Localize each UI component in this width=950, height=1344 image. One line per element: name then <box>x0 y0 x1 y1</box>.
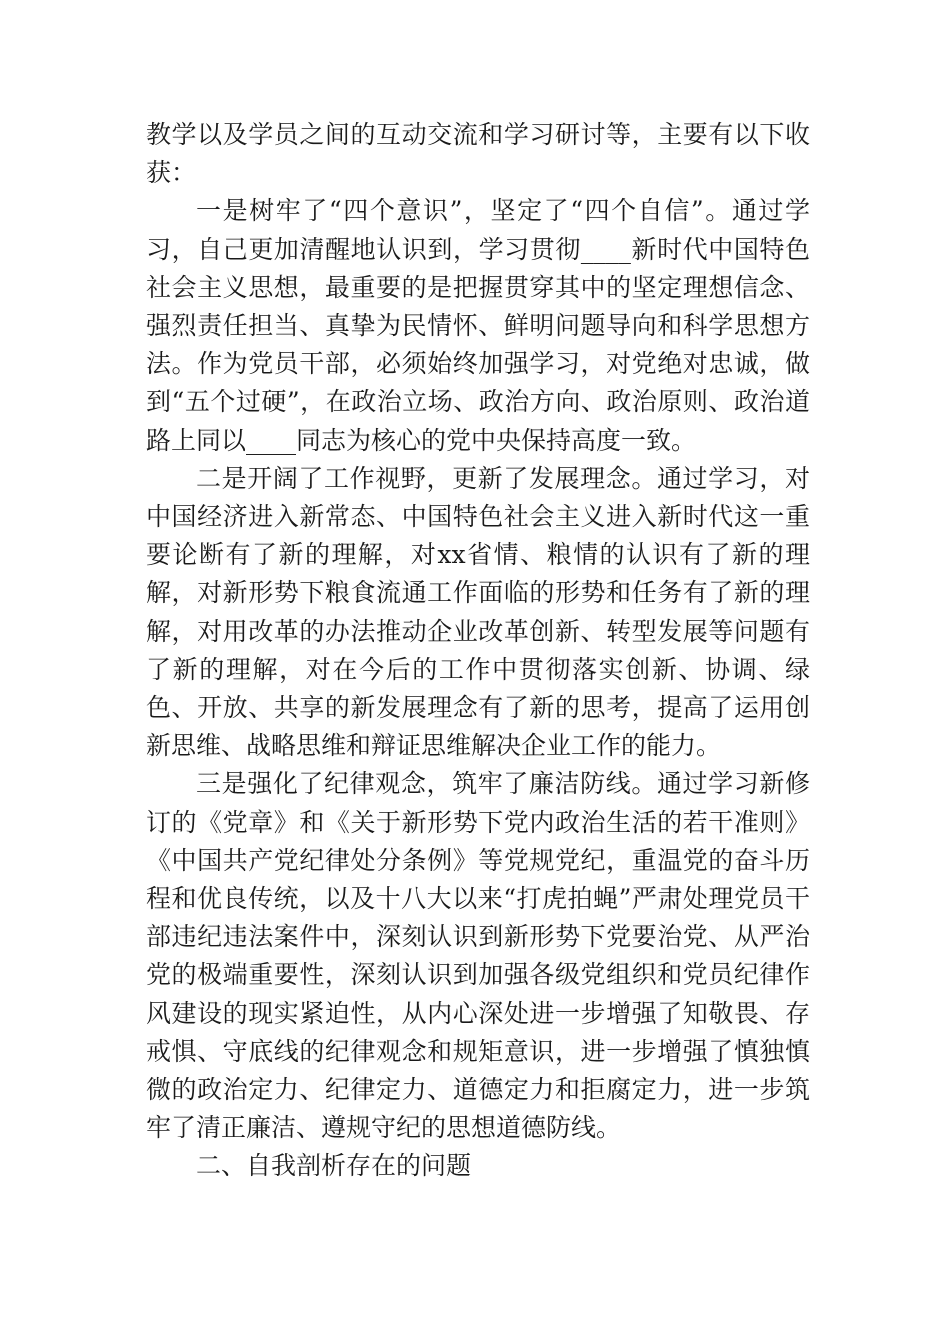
paragraph-point-one: 一是树牢了“四个意识”，坚定了“四个自信”。通过学习，自己更加清醒地认识到，学习贯彻____新时代中国特色社会主义思想，最重要的是把握贯穿其中的坚定理想信念、强烈责任担当、真挚为民情怀、鲜明问题导向和科学思想方法。作为党员干部，必须始终加强学习，对党绝对忠诚，做到“五个过硬”，在政治立场、政治方向、政治原则、政治道路上同以____同志为核心的党中央保持高度一致。 <box>146 196 810 455</box>
document-body <box>146 116 810 1186</box>
paragraph-point-three: 三是强化了纪律观念，筑牢了廉洁防线。通过学习新修订的《党章》和《关于新形势下党内政治生活的若干准则》《中国共产党纪律处分条例》等党规党纪，重温党的奋斗历程和优良传统，以及十八大以来“打虎拍蝇”严肃处理党员干部违纪违法案件中，深刻认识到新形势下党要治党、从严治党的极端重要性，深刻认识到加强各级党组织和党员纪律作风建设的现实紧迫性，从内心深处进一步增强了知敬畏、存戒惧、守底线的纪律观念和规矩意识，进一步增强了慎独慎微的政治定力、纪律定力、道德定力和拒腐定力，进一步筑牢了清正廉洁、遵规守纪的思想道德防线。 <box>146 769 810 1143</box>
paragraph-intro-continued: 教学以及学员之间的互动交流和学习研讨等，主要有以下收获： <box>146 120 810 188</box>
paragraph-point-two: 二是开阔了工作视野，更新了发展理念。通过学习，对中国经济进入新常态、中国特色社会主义进入新时代这一重要论断有了新的理解，对xx省情、粮情的认识有了新的理解，对新形势下粮食流通工作面临的形势和任务有了新的理解，对用改革的办法推动企业改革创新、转型发展等问题有了新的理解，对在今后的工作中贯彻落实创新、协调、绿色、开放、共享的新发展理念有了新的思考，提高了运用创新思维、战略思维和辩证思维解决企业工作的能力。 <box>146 463 810 761</box>
section-heading-self-analysis: 二、自我剖析存在的问题 <box>196 1151 472 1181</box>
